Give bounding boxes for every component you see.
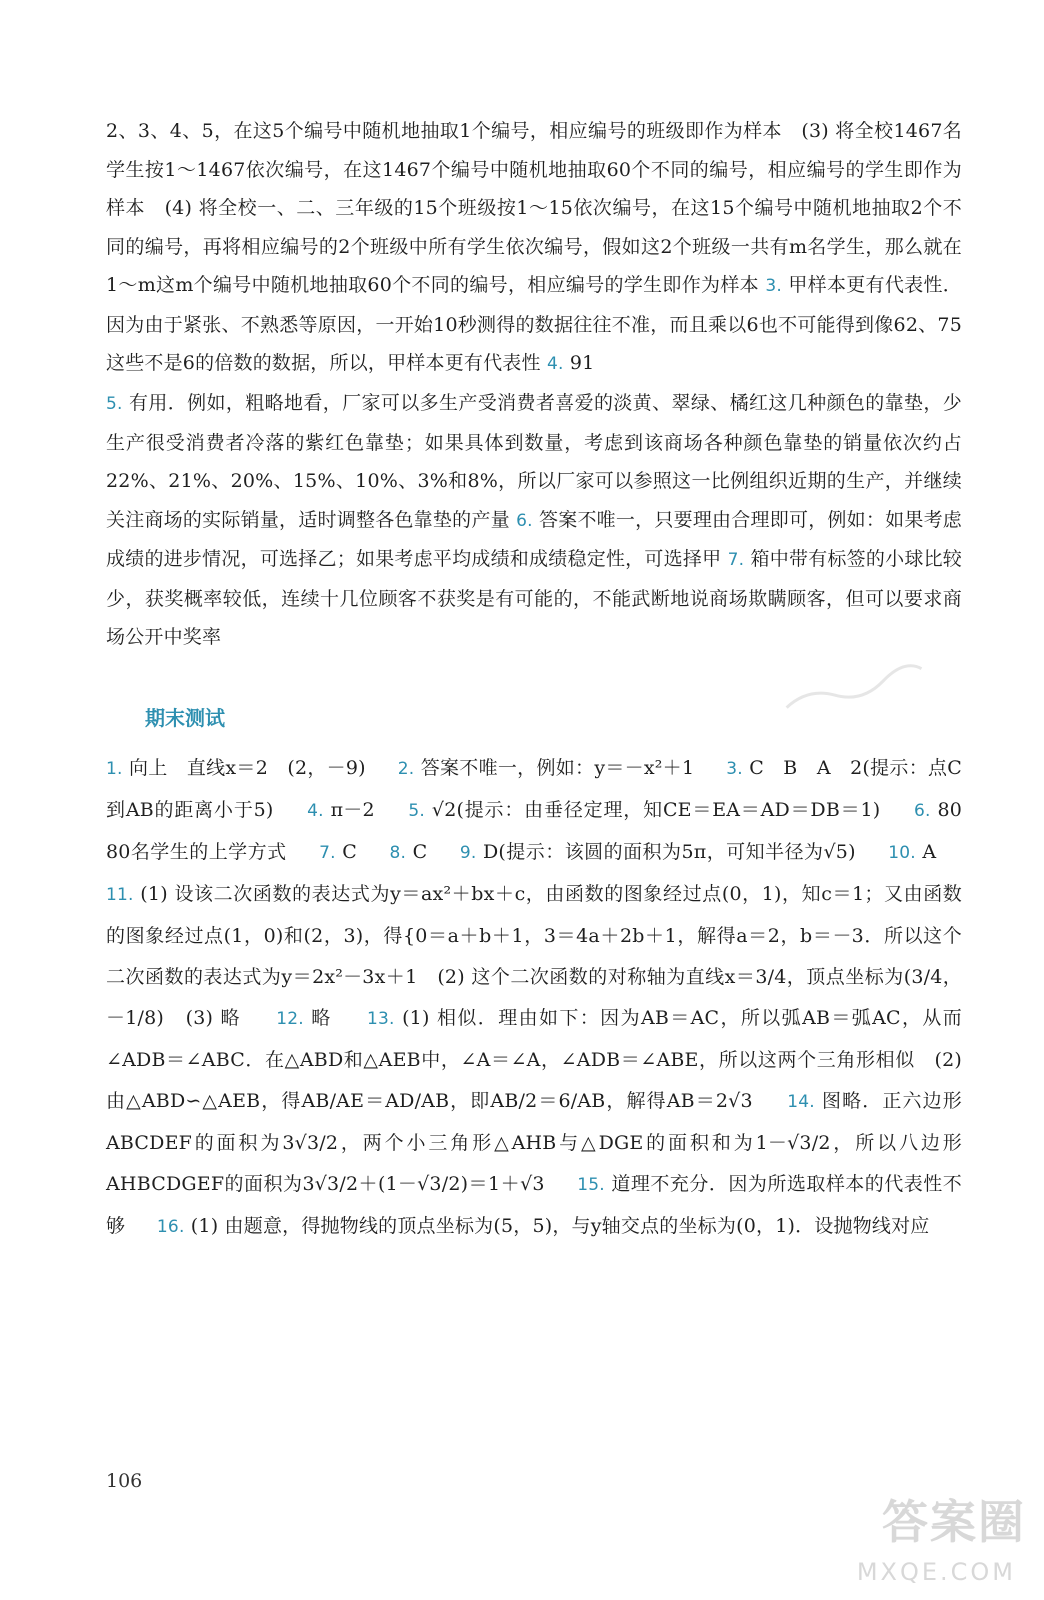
answer-text: (1) 由题意，得抛物线的顶点坐标为(5，5)，与y轴交点的坐标为(0，1)．设抛物线对应 [190,1215,930,1237]
answer-text: D(提示：该圆的面积为5π，可知半径为√5) [482,841,856,863]
question-number: 15. [577,1175,605,1195]
question-number: 6. [913,801,931,821]
answer-item [460,841,882,863]
answer-text: 91 [569,352,595,374]
answer-text: C [342,841,357,863]
answer-item [319,841,383,863]
answer-paragraph-1 [106,112,962,384]
answer-text: C [412,841,428,863]
answer-item [307,799,401,821]
section-heading: 期末测试 [145,706,225,730]
answer-text: 有用．例如，粗略地看，厂家可以多生产受消费者喜爱的淡黄、翠绿、橘红这几种颜色的靠垫，少生产很受消费者冷落的紫红色靠垫；如果具体到数量，考虑到该商场各种颜色靠垫的销量依次约占22%、21%、20%、15%、10%、3%和8%，所以厂家可以参照这一比例组织近期的生产，并继续关注商场的实际销量，适时调整各色靠垫的产量 [106,392,962,531]
faint-stamp-mark [778,656,943,728]
watermark-url: MXQE.COM [856,1558,1016,1586]
question-number: 13. [366,1009,395,1029]
answer-text: √2(提示：由垂径定理，知CE＝EA＝AD＝DB＝1) [431,799,881,821]
question-number: 11. [106,885,134,905]
answer-text: 答案不唯一，例如：y＝－x²＋1 [420,757,695,779]
question-number: 7. [727,550,745,570]
question-number: 14. [787,1092,815,1112]
question-number: 4. [546,354,564,374]
answer-text: 向上 直线x＝2 (2，－9) [128,757,366,779]
answer-text: (1) 设该二次函数的表达式为y＝ax²＋bx＋c，由函数的图象经过点(0，1)，知c＝1；又由函数的图象经过点(1，0)和(2，3)，得{0＝a＋b＋1，3＝4a＋2b＋1，解得a＝2，b＝－3．所以这个二次函数的表达式为y＝2x²－3x＋1 (2) 这个二次函数的对称轴为直线x＝3/4，顶点坐标为(3/4，－1/8) (3) 略 [106,883,962,1029]
answer-text: (1) 相似．理由如下：因为AB＝AC，所以弧AB＝弧AC，从而∠ADB＝∠ABC．在△ABD和△AEB中，∠A＝∠A，∠ADB＝∠ABE，所以这两个三角形相似 (2) 由△ABD∽△AEB，得AB/AE＝AD/AB，即AB/2＝6/AB，解得AB＝2√3 [106,1007,962,1112]
question-number: 7. [319,843,336,863]
final-test-answers [106,748,982,1248]
site-watermark [836,1486,1026,1586]
question-number: 3. [765,276,782,296]
answer-item [888,841,962,863]
question-number: 5. [106,394,123,414]
question-number: 4. [307,801,324,821]
question-number: 3. [726,759,743,779]
question-number: 8. [389,843,407,863]
answer-text: A [922,841,937,863]
question-number: 9. [459,843,477,863]
answer-text: 道理不充分．因为所选取样本的代表性不够 [106,1173,962,1237]
question-number: 5. [408,801,426,821]
answer-text: 甲样本更有代表性．因为由于紧张、不熟悉等原因，一开始10秒测得的数据往往不准，而且乘以6也不可能得到像62、75这些不是6的倍数的数据，所以，甲样本更有代表性 [106,274,962,374]
question-number: 12. [276,1009,304,1029]
answer-item [389,841,453,863]
question-number: 10. [888,843,916,863]
answer-text: π－2 [330,799,375,821]
answer-item [157,1215,955,1237]
answer-item [398,757,720,779]
answer-paragraph-2 [106,384,962,657]
page-number: 106 [106,1470,143,1492]
answer-item [408,799,907,821]
answer-text: 答案不唯一，只要理由合理即可，例如：如果考虑成绩的进步情况，可选择乙；如果考虑平均成绩和成绩稳定性，可选择甲 [106,508,963,570]
watermark-logo-text: 答案圈 [882,1495,1026,1549]
question-number: 16. [156,1217,185,1237]
answer-text: 图略．正六边形ABCDEF的面积为3√3/2，两个小三角形△AHB与△DGE的面积和为1－√3/2，所以八边形AHBCDGEF的面积为3√3/2＋(1－√3/2)＝1＋√3 [106,1090,962,1195]
question-number: 1. [106,759,123,779]
question-number: 6. [516,510,533,531]
answer-item [106,757,391,779]
answer-text: 2、3、4、5，在这5个编号中随机地抽取1个编号，相应编号的班级即作为样本 (3) 将全校1467名学生按1～1467依次编号，在这1467个编号中随机地抽取60个不同的编号，相应编号的学生即作为样本 (4) 将全校一、二、三年级的15个班级按1～15依次编号，在这15个编号中随机地抽取2个不同的编号，再将相应编号的2个班级中所有学生依次编号，假如这2个班级一共有m名学生，那么就在1～m这m个编号中随机地抽取60个不同的编号，相应编号的学生即作为样本 [106,120,962,296]
answer-text: 箱中带有标签的小球比较少，获奖概率较低，连续十几位顾客不获奖是有可能的，不能武断地说商场欺瞒顾客，但可以要求商场公开中奖率 [106,548,963,648]
answer-text: 80 80名学生的上学方式 [106,799,982,863]
answer-item [276,1007,359,1029]
question-number: 2. [397,759,415,779]
answer-text: 略 [311,1007,332,1029]
answer-text: C B A 2(提示：点C到AB的距离小于5) [106,757,963,821]
stamp-scribble-icon [778,658,931,719]
